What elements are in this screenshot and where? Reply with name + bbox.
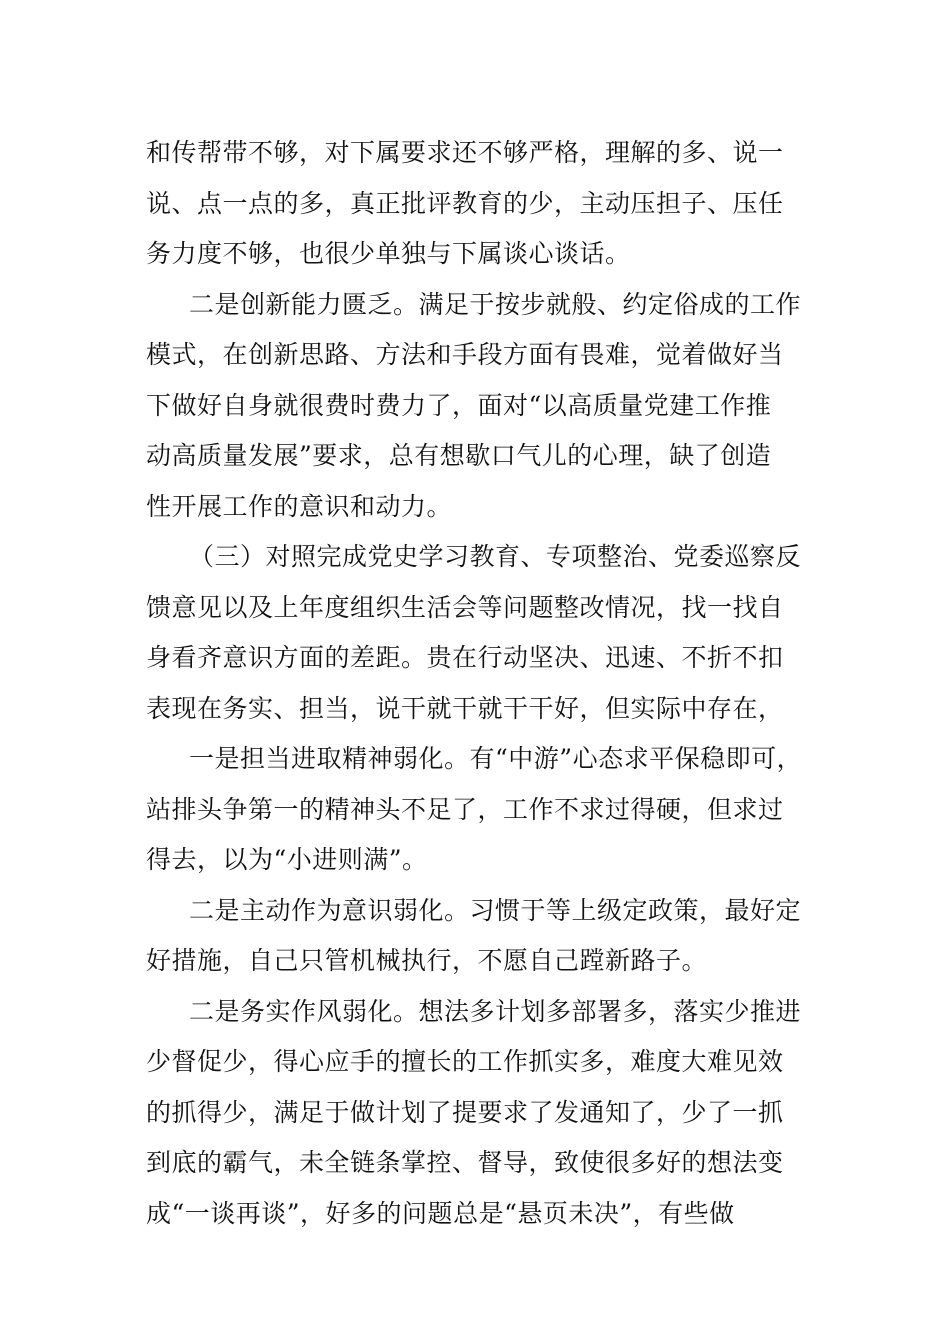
text-line-3: 务力度不够，也很少单独与下属谈心谈话。 bbox=[146, 239, 631, 268]
text-line-16: 二是主动作为意识弱化。习惯于等上级定政策，最好定 bbox=[189, 895, 802, 925]
text-line-5: 模式，在创新思路、方法和手段方面有畏难，觉着做好当 bbox=[146, 340, 784, 369]
text-line-18: 二是务实作风弱化。想法多计划多部署多，落实少推进 bbox=[189, 996, 802, 1026]
text-line-8: 性开展工作的意识和动力。 bbox=[146, 491, 453, 521]
text-line-13: 一是担当进取精神弱化。有“中游”心态求平保稳即可， bbox=[189, 744, 803, 773]
text-line-20: 的抓得少，满足于做计划了提要求了发通知了，少了一抓 bbox=[146, 1097, 784, 1127]
text-line-1: 和传帮带不够，对下属要求还不够严格，理解的多、说一 bbox=[146, 138, 784, 167]
text-line-15: 得去，以为“小进则满”。 bbox=[146, 845, 428, 874]
text-line-4: 二是创新能力匮乏。满足于按步就般、约定俗成的工作 bbox=[189, 289, 802, 319]
text-line-2: 说、点一点的多，真正批评教育的少，主动压担子、压任 bbox=[146, 188, 784, 218]
text-line-11: 身看齐意识方面的差距。贵在行动坚决、迅速、不折不扣 bbox=[146, 643, 784, 672]
text-line-21: 到底的霸气，未全链条掌控、督导，致使很多好的想法变 bbox=[146, 1148, 784, 1177]
text-line-7: 动高质量发展”要求，总有想歇口气儿的心理，缺了创造 bbox=[146, 441, 772, 470]
text-line-14: 站排头争第一的精神头不足了，工作不求过得硬，但求过 bbox=[146, 794, 784, 824]
text-line-19: 少督促少，得心应手的擅长的工作抓实多，难度大难见效 bbox=[146, 1047, 784, 1076]
body-text bbox=[146, 128, 818, 1239]
text-line-9: （三）对照完成党史学习教育、专项整治、党委巡察反 bbox=[189, 542, 802, 571]
text-line-22: 成“一谈再谈”，好多的问题总是“悬页未决”，有些做 bbox=[146, 1198, 735, 1228]
text-line-17: 好措施，自己只管机械执行，不愿自己蹚新路子。 bbox=[146, 946, 708, 975]
text-line-12: 表现在务实、担当，说干就干就干干好，但实际中存在， bbox=[146, 693, 784, 723]
text-line-10: 馈意见以及上年度组织生活会等问题整改情况，找一找自 bbox=[146, 592, 784, 622]
text-line-6: 下做好自身就很费时费力了，面对“以高质量党建工作推 bbox=[146, 390, 772, 420]
